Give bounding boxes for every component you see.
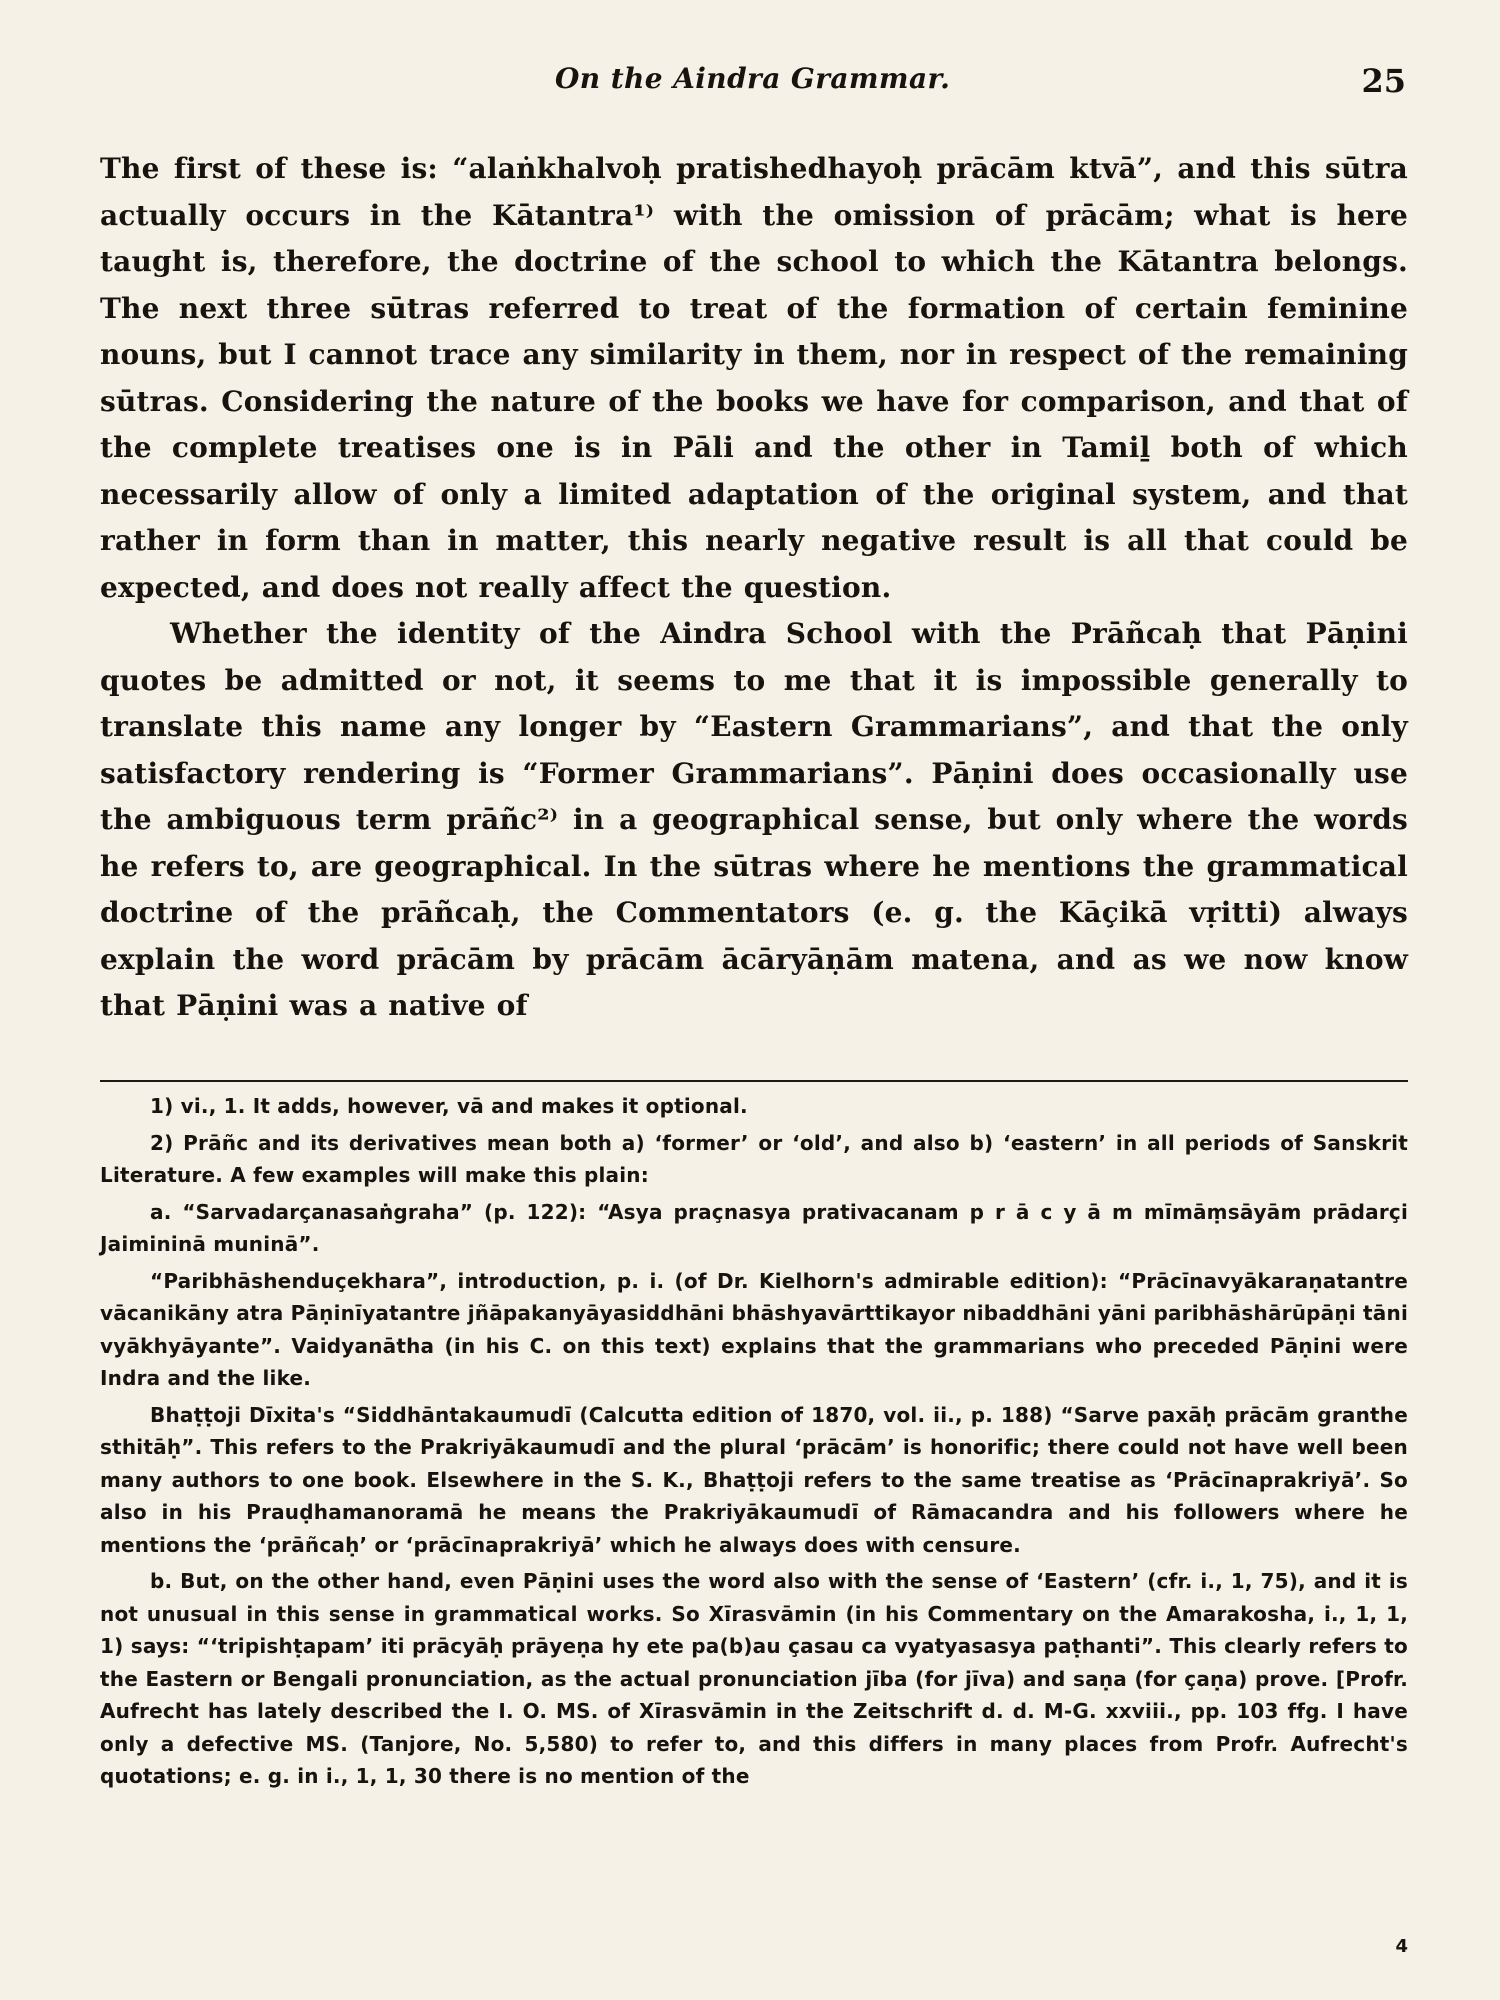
footnote-item: b. But, on the other hand, even Pāṇini uses the word also with the sense of ‘Eastern’ (cfr. i., 1, 75), and it is not unusual in this sense in grammatical works. So Xīrasvāmin (in his Commentary on the Amarakosha, i., 1, 1, 1) says: “‘tripishṭapam’ iti prācyāḥ prāyeṇa hy ete pa(b)au çasau ca vyatyasasya paṭhanti”. This clearly refers to the Eastern or Bengali pronunciation, as the actual pronunciation jība (for jīva) and saṇa (for çaṇa) prove. [Profr. Aufrecht has lately described the I. O. MS. of Xīrasvāmin in the Zeitschrift d. d. M-G. xxviii., pp. 103 ffg. I have only a defective MS. (Tanjore, No. 5,580) to refer to, and this differs in many places from Profr. Aufrecht's quotations; e. g. in i., 1, 1, 30 there is no mention of the xyxy=(100,1569,1408,1788)
footnote-item: 2) Prāñc and its derivatives mean both a) ‘former’ or ‘old’, and also b) ‘eastern’ in all periods of Sanskrit Literature. A few examples will make this plain: xyxy=(100,1130,1408,1187)
body-paragraph: The first of these is: “alaṅkhalvoḥ pratishedhayoḥ prācām ktvā”, and this sūtra actually occurs in the Kātantra¹⁾ with the omission of prācām; what is here taught is, therefore, the doctrine of the school to which the Kātantra belongs. The next three sūtras referred to treat of the formation of certain feminine nouns, but I cannot trace any similarity in them, nor in respect of the remaining sūtras. Considering the nature of the books we have for comparison, and that of the complete treatises one is in Pāli and the other in Tamiḻ both of which necessarily allow of only a limited adaptation of the original system, and that rather in form than in matter, this nearly negative result is all that could be expected, and does not really affect the question. xyxy=(100,152,1408,604)
main-text xyxy=(100,146,1408,1030)
footnote-item: a. “Sarvadarçanasaṅgraha” (p. 122): “Asya praçnasya prativacanam p r ā c y ā m mīmāṃsāyām prādarçi Jaimininā muninā”. xyxy=(100,1199,1408,1256)
page-number: 25 xyxy=(1361,62,1406,100)
running-head xyxy=(0,62,1500,112)
footnote-divider xyxy=(100,1080,1408,1082)
footnote-item: “Paribhāshenduçekhara”, introduction, p. i. (of Dr. Kielhorn's admirable edition): “Prācīnavyākaraṇatantre vācanikāny atra Pāṇinīyatantre jñāpakanyāyasiddhāni bhāshyavārttikayor nibaddhāni yāni paribhāshārūpāṇi tāni vyākhyāyante”. Vaidyanātha (in his C. on this text) explains that the grammarians who preceded Pāṇini were Indra and the like. xyxy=(100,1268,1408,1390)
footnote-item: 1) vi., 1. It adds, however, vā and makes it optional. xyxy=(150,1094,748,1118)
footnote-item: Bhaṭṭoji Dīxita's “Siddhāntakaumudī (Calcutta edition of 1870, vol. ii., p. 188) “Sarve paxāḥ prācām granthe sthitāḥ”. This refers to the Prakriyākaumudī and the plural ‘prācām’ is honorific; there could not have well been many authors to one book. Elsewhere in the S. K., Bhaṭṭoji refers to the same treatise as ‘Prācīnaprakriyā’. So also in his Prauḍhamanoramā he means the Prakriyākaumudī of Rāmacandra and his followers where he mentions the ‘prāñcaḥ’ or ‘prācīnaprakriyā’ which he always does with censure. xyxy=(100,1402,1408,1557)
footnotes xyxy=(100,1090,1408,1793)
signature-mark: 4 xyxy=(1395,1936,1408,1957)
running-title: On the Aindra Grammar. xyxy=(555,62,951,95)
body-paragraph: Whether the identity of the Aindra School with the Prāñcaḥ that Pāṇini quotes be admitted or not, it seems to me that it is impossible generally to translate this name any longer by “Eastern Grammarians”, and that the only satisfactory rendering is “Former Grammarians”. Pāṇini does occasionally use the ambiguous term prāñc²⁾ in a geographical sense, but only where the words he refers to, are geographical. In the sūtras where he mentions the grammatical doctrine of the prāñcaḥ, the Commentators (e. g. the Kāçikā vṛitti) always explain the word prācām by prācām ācāryāṇām matena, and as we now know that Pāṇini was a native of xyxy=(100,617,1408,1022)
